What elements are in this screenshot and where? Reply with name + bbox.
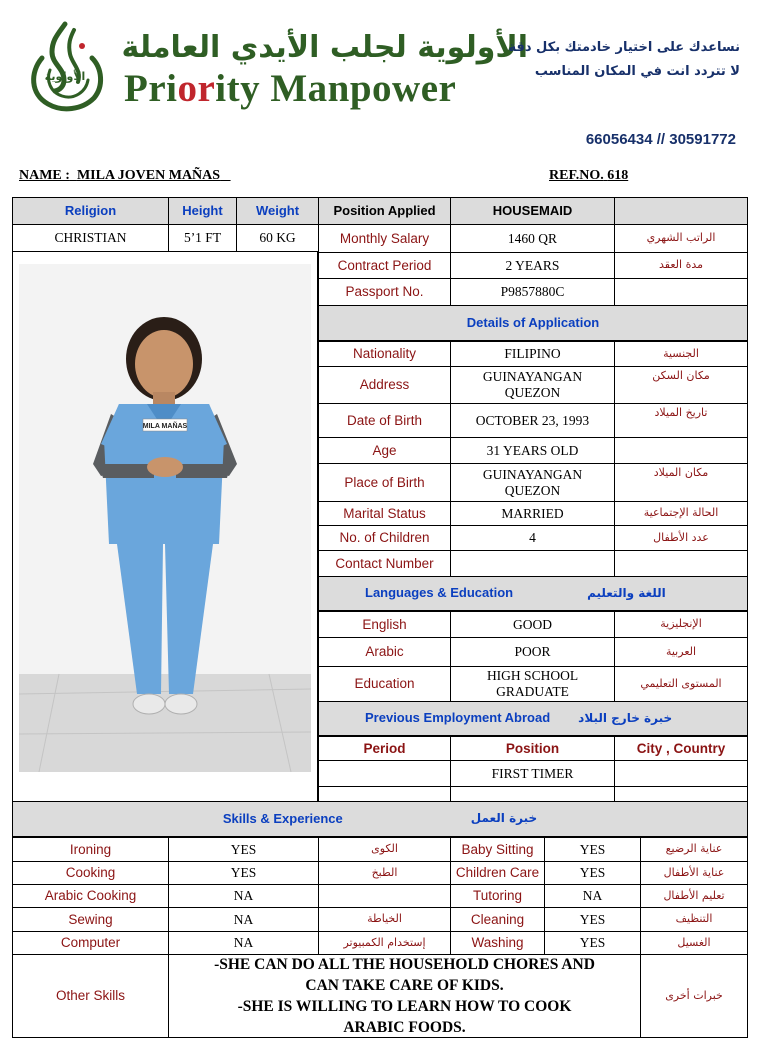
detail-label-ar: مكان السكن bbox=[614, 366, 748, 404]
skill-label: Tutoring bbox=[450, 884, 545, 908]
employment-position: FIRST TIMER bbox=[450, 760, 615, 787]
detail-label: Address bbox=[318, 366, 451, 404]
position-applied-ar bbox=[614, 197, 748, 225]
language-label-ar: المستوى التعليمي bbox=[614, 666, 748, 702]
skill-label-ar: الخياطة bbox=[318, 907, 451, 932]
skill-value: NA bbox=[168, 884, 319, 908]
other-skills-line: -SHE CAN DO ALL THE HOUSEHOLD CHORES AND bbox=[214, 956, 595, 973]
detail-label: No. of Children bbox=[318, 525, 451, 551]
detail-label-ar bbox=[614, 437, 748, 464]
skill-label: Washing bbox=[450, 931, 545, 955]
employment-col-position: Position bbox=[450, 736, 615, 761]
height-value: 5’1 FT bbox=[168, 224, 237, 252]
position-applied-value: HOUSEMAID bbox=[450, 197, 615, 225]
skill-value: YES bbox=[544, 931, 641, 955]
skill-value: NA bbox=[168, 907, 319, 932]
contract-value: 2 YEARS bbox=[450, 252, 615, 279]
skill-label: Arabic Cooking bbox=[12, 884, 169, 908]
language-value: GOOD bbox=[450, 611, 615, 638]
language-value: HIGH SCHOOL GRADUATE bbox=[450, 666, 615, 702]
languages-section-title bbox=[318, 576, 748, 611]
detail-label-ar: عدد الأطفال bbox=[614, 525, 748, 551]
weight-header: Weight bbox=[236, 197, 319, 225]
skill-label: Computer bbox=[12, 931, 169, 955]
position-applied-header: Position Applied bbox=[318, 197, 451, 225]
skill-value: YES bbox=[168, 861, 319, 885]
other-skills-line: ARABIC FOODS. bbox=[343, 1019, 466, 1036]
slogan-line1: نساعدك على اختيار خادمتك بكل دقة bbox=[508, 40, 740, 55]
detail-label: Date of Birth bbox=[318, 403, 451, 438]
contract-label: Monthly Salary bbox=[318, 224, 451, 253]
employment-col-period: Period bbox=[318, 736, 451, 761]
company-name-part: ity Manpower bbox=[215, 67, 457, 110]
phone-numbers: 66056434 // 30591772 bbox=[585, 131, 736, 148]
contract-label-ar: مدة العقد bbox=[614, 252, 748, 279]
other-skills-label: Other Skills bbox=[12, 954, 169, 1038]
language-value: POOR bbox=[450, 637, 615, 667]
skill-label-ar bbox=[318, 884, 451, 908]
employment-title-ar: خبرة خارج البلاد bbox=[578, 710, 673, 725]
candidate-name: MILA JOVEN MAÑAS bbox=[76, 168, 221, 183]
languages-title-ar: اللغة والتعليم bbox=[587, 585, 666, 600]
name-label: NAME : bbox=[19, 168, 70, 183]
detail-value: OCTOBER 23, 1993 bbox=[450, 403, 615, 438]
religion-value: CHRISTIAN bbox=[12, 224, 169, 252]
language-label: Education bbox=[318, 666, 451, 702]
skill-label-ar: الكوى bbox=[318, 837, 451, 862]
company-name-part: Pri bbox=[124, 67, 178, 110]
company-name-en bbox=[124, 66, 528, 111]
skill-label: Cleaning bbox=[450, 907, 545, 932]
contract-value: P9857880C bbox=[450, 278, 615, 306]
candidate-photo bbox=[19, 264, 311, 772]
detail-label: Contact Number bbox=[318, 550, 451, 577]
contract-label: Contract Period bbox=[318, 252, 451, 279]
detail-label-ar bbox=[614, 550, 748, 577]
skill-label: Cooking bbox=[12, 861, 169, 885]
detail-label-ar: مكان الميلاد bbox=[614, 463, 748, 502]
skills-title: Skills & Experience bbox=[222, 810, 343, 826]
detail-value: MARRIED bbox=[450, 501, 615, 526]
skill-value: YES bbox=[168, 837, 319, 862]
ref-label: REF.NO. bbox=[549, 168, 604, 183]
company-name-ar: الأولوية لجلب الأيدي العاملة bbox=[121, 30, 528, 65]
company-name-highlight: or bbox=[177, 67, 216, 110]
other-skills-line: -SHE IS WILLING TO LEARN HOW TO COOK bbox=[237, 998, 572, 1015]
skill-label-ar: عناية الرضيع bbox=[640, 837, 748, 862]
candidate-name-line bbox=[19, 168, 231, 184]
detail-label-ar: تاريخ الميلاد bbox=[614, 403, 748, 438]
employment-title: Previous Employment Abroad bbox=[365, 710, 551, 726]
detail-value: 4 bbox=[450, 525, 615, 551]
uniform-badge-text: MILA MAÑAS bbox=[142, 423, 188, 430]
skills-section-title bbox=[12, 801, 748, 837]
employment-period bbox=[318, 760, 451, 787]
employment-country bbox=[614, 760, 748, 787]
detail-label: Nationality bbox=[318, 341, 451, 367]
skill-label-ar: تعليم الأطفال bbox=[640, 884, 748, 908]
contract-label-ar: الراتب الشهري bbox=[614, 224, 748, 253]
detail-value: FILIPINO bbox=[450, 341, 615, 367]
company-logo-icon bbox=[22, 20, 108, 116]
detail-value: 31 YEARS OLD bbox=[450, 437, 615, 464]
detail-label-ar: الجنسية bbox=[614, 341, 748, 367]
skill-value: YES bbox=[544, 837, 641, 862]
employment-col-country: City , Country bbox=[614, 736, 748, 761]
skill-value: YES bbox=[544, 907, 641, 932]
detail-value: GUINAYANGAN QUEZON bbox=[450, 366, 615, 404]
detail-label-ar: الحالة الإجتماعية bbox=[614, 501, 748, 526]
languages-title: Languages & Education bbox=[365, 585, 514, 601]
logo-script-ar: الأولوية bbox=[44, 70, 86, 83]
skill-label-ar: الغسيل bbox=[640, 931, 748, 955]
employment-section-title bbox=[318, 701, 748, 736]
detail-value bbox=[450, 550, 615, 577]
details-section-title: Details of Application bbox=[318, 305, 748, 341]
detail-label: Place of Birth bbox=[318, 463, 451, 502]
skill-label-ar: إستخدام الكمبيوتر bbox=[318, 931, 451, 955]
language-label: Arabic bbox=[318, 637, 451, 667]
other-skills-line: CAN TAKE CARE OF KIDS. bbox=[305, 977, 504, 994]
contract-label: Passport No. bbox=[318, 278, 451, 306]
slogan-line2: لا تتردد انت في المكان المناسب bbox=[534, 64, 740, 79]
skill-value: YES bbox=[544, 861, 641, 885]
skills-title-ar: خبرة العمل bbox=[470, 811, 538, 826]
religion-header: Religion bbox=[12, 197, 169, 225]
detail-label: Age bbox=[318, 437, 451, 464]
skill-label-ar: التنظيف bbox=[640, 907, 748, 932]
language-label-ar: العربية bbox=[614, 637, 748, 667]
skill-label-ar: عناية الأطفال bbox=[640, 861, 748, 885]
detail-value: GUINAYANGAN QUEZON bbox=[450, 463, 615, 502]
skill-label: Children Care bbox=[450, 861, 545, 885]
detail-label: Marital Status bbox=[318, 501, 451, 526]
skill-value: NA bbox=[544, 884, 641, 908]
skill-label-ar: الطبخ bbox=[318, 861, 451, 885]
height-header: Height bbox=[168, 197, 237, 225]
skill-label: Baby Sitting bbox=[450, 837, 545, 862]
reference-line bbox=[549, 168, 628, 184]
contract-label-ar bbox=[614, 278, 748, 306]
weight-value: 60 KG bbox=[236, 224, 319, 252]
skill-label: Sewing bbox=[12, 907, 169, 932]
other-skills-label-ar: خبرات أخرى bbox=[640, 954, 748, 1038]
ref-number: 618 bbox=[607, 168, 629, 183]
skill-label: Ironing bbox=[12, 837, 169, 862]
contract-value: 1460 QR bbox=[450, 224, 615, 253]
language-label-ar: الإنجليزية bbox=[614, 611, 748, 638]
other-skills-text bbox=[168, 954, 641, 1038]
skill-value: NA bbox=[168, 931, 319, 955]
language-label: English bbox=[318, 611, 451, 638]
